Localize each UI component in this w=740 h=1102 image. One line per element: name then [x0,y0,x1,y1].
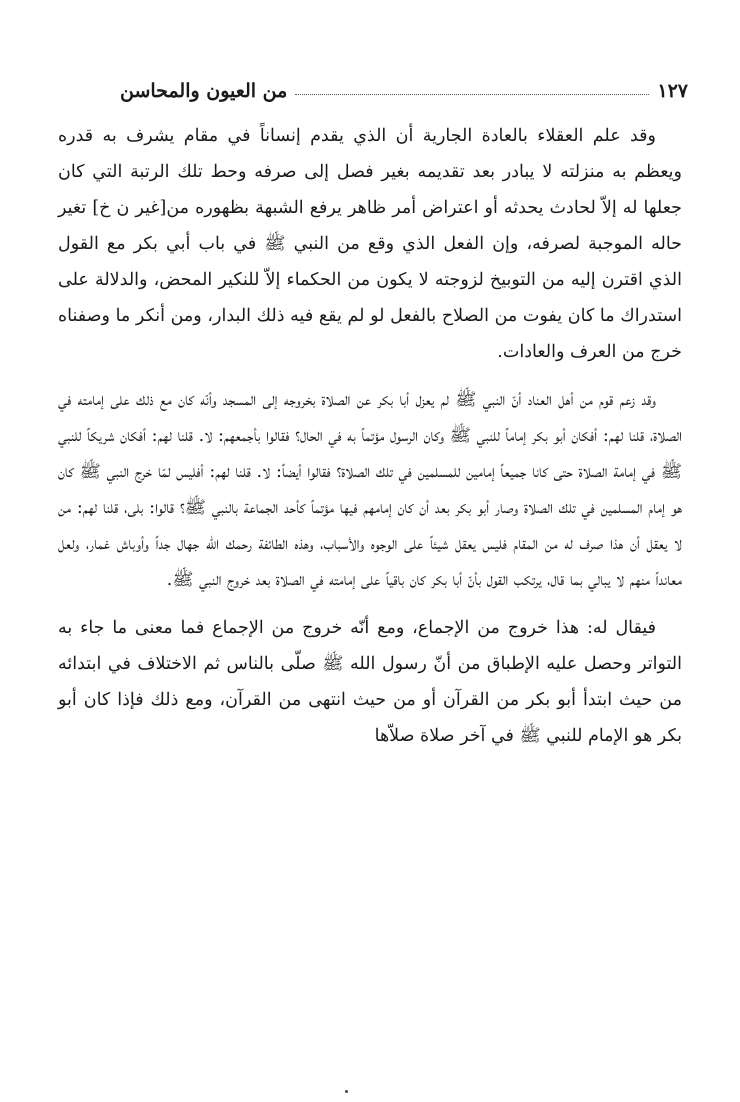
running-title: من العيون والمحاسن [120,80,288,102]
running-header [120,66,688,102]
paragraph: وقد علم العقلاء بالعادة الجارية أن الذي يقدم إنساناً في مقام يشرف به قدره ويعظم به منزلته لا يبادر بعد تقديمه بغير فصل إلى صرفه وحط تلك الرتبة التي كان جعلها له إلاّ لحادث يحدثه أو اعتراض أمر ظاهر يرفع الشبهة بظهوره من[غير ن خ] تغير حاله الموجبة لصرفه، وإن الفعل الذي وقع من النبي ﷺ في باب أبي بكر مع القول الذي اقترن إليه من التوبيخ لزوجته لا يكون من الحكماء إلاّ للنكير المحض، والدلالة على استدراك ما كان يفوت من الصلاح بالفعل لو لم يقع فيه ذلك البدار، ومن أنكر ما وصفناه خرج من العرف والعادات. [58,126,682,362]
body-text [58,118,682,766]
leader-dots [295,94,649,95]
paragraph: وقد زعم قوم من أهل العناد أنّ النبي ﷺ لم يعزل أبا بكر عن الصلاة بخروجه إلى المسجد وأنّه كان مع ذلك على إمامته في الصلاة، قلنا لهم: أفكان أبو بكر إماماً للنبي ﷺ وكان الرسول مؤتماً به في الحال؟ فقالوا بأجمعهم: لا. قلنا لهم: أفكان شريكاً للنبي ﷺ في إمامة الصلاة حتى كانا جميعاً إمامين للمسلمين في تلك الصلاة؟ فقالوا أيضاً: لا. قلنا لهم: أفليس لمّا خرج النبي ﷺ كان هو إمام المسلمين في تلك الصلاة وصار أبو بكر بعد أن كان إمامهم فيها مؤتماً كأحد الجماعة بالنبي ﷺ؟ قالوا: بلى، قلنا لهم: من لا يعقل أن هذا صرف له من المقام فليس يعقل شيئاً على الوجوه والأسباب، وهذه الطائفة رحمك الله جهال جداً وأوباش غمار، ولعل معانداً منهم لا يبالي بما قال، يرتكب القول بأنّ أبا بكر كان باقياً على إمامته في الصلاة بعد خروج النبي ﷺ. [58,390,682,590]
stray-mark [345,1090,348,1093]
page-number: ١٢٧ [657,80,688,102]
paragraph: فيقال له: هذا خروج من الإجماع، ومع أنّه خروج من الإجماع فما معنى ما جاء به التواتر وحصل عليه الإطباق من أنّ رسول الله ﷺ صلّى بالناس ثم الاختلاف في ابتدائه من حيث ابتدأ أبو بكر من القرآن أو من حيث انتهى من القرآن، ومع ذلك فإذا كان أبو بكر هو الإمام للنبي ﷺ في آخر صلاة صلاّها [58,618,682,746]
